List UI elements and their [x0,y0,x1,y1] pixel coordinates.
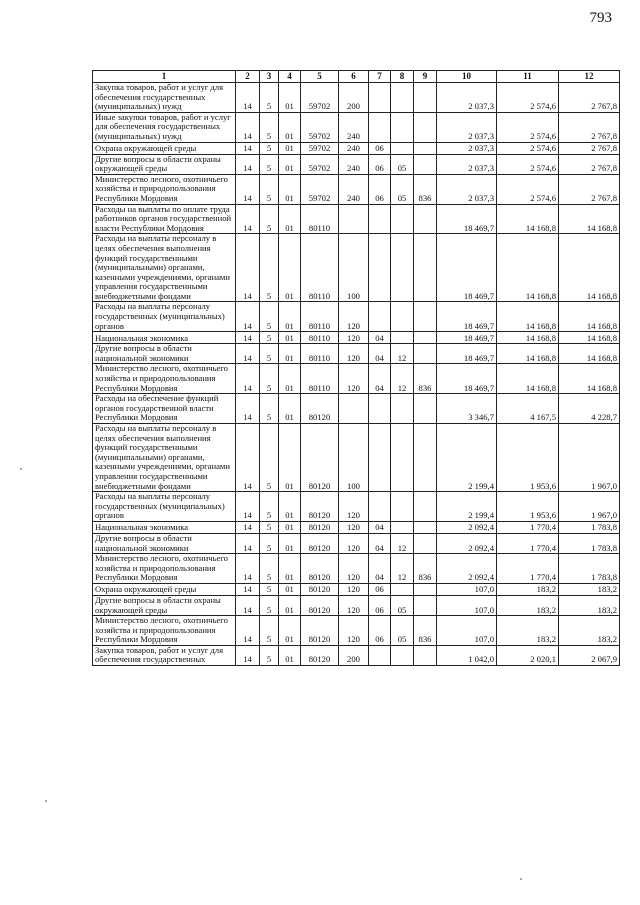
amount-cell: 2 767,8 [559,154,620,174]
code-cell: 01 [279,302,301,332]
code-cell: 80120 [301,521,339,533]
code-cell: 14 [236,83,260,113]
amount-cell: 2 092,4 [437,533,497,553]
row-name-cell: Другие вопросы в области национальной экономики [93,344,236,364]
code-cell: 14 [236,204,260,234]
code-cell: 14 [236,533,260,553]
code-cell: 5 [260,332,279,344]
row-name-cell: Министерство лесного, охотничьего хозяйства и природопользования Республики Мордовия [93,364,236,394]
code-cell: 05 [391,154,414,174]
code-cell [369,112,391,142]
code-cell [414,492,437,522]
amount-cell: 14 168,8 [559,302,620,332]
code-cell: 80120 [301,424,339,492]
code-cell [391,645,414,665]
table-row [93,521,620,533]
amount-cell: 2 574,6 [497,142,559,154]
code-cell: 59702 [301,83,339,113]
amount-cell: 18 469,7 [437,204,497,234]
amount-cell: 107,0 [437,595,497,615]
table-row [93,204,620,234]
code-cell: 01 [279,142,301,154]
code-cell: 14 [236,595,260,615]
code-cell [391,83,414,113]
amount-cell: 2 020,1 [497,645,559,665]
table-row [93,394,620,424]
amount-cell: 1 967,0 [559,492,620,522]
amount-cell: 14 168,8 [559,332,620,344]
header-cell: 2 [236,71,260,83]
amount-cell: 2 574,6 [497,174,559,204]
amount-cell: 2 767,8 [559,142,620,154]
code-cell: 5 [260,492,279,522]
table-row [93,364,620,394]
amount-cell: 14 168,8 [497,364,559,394]
row-name-cell: Другие вопросы в области охраны окружающей среды [93,595,236,615]
code-cell: 80120 [301,394,339,424]
amount-cell: 183,2 [559,616,620,646]
amount-cell: 183,2 [497,616,559,646]
code-cell [391,204,414,234]
row-name-cell: Расходы на выплаты персоналу государственных (муниципальных) органов [93,302,236,332]
code-cell: 80120 [301,554,339,584]
header-cell: 11 [497,71,559,83]
code-cell: 80120 [301,583,339,595]
code-cell: 5 [260,394,279,424]
table-row [93,554,620,584]
code-cell: 100 [339,424,369,492]
code-cell: 5 [260,364,279,394]
amount-cell: 1 783,8 [559,533,620,553]
code-cell: 01 [279,595,301,615]
code-cell: 14 [236,645,260,665]
code-cell: 120 [339,533,369,553]
scan-speck [20,468,22,470]
code-cell: 120 [339,332,369,344]
code-cell: 80110 [301,344,339,364]
table-row [93,234,620,302]
row-name-cell: Закупка товаров, работ и услуг для обеспечения государственных (муниципальных) нужд [93,83,236,113]
amount-cell: 14 168,8 [497,344,559,364]
code-cell [414,332,437,344]
amount-cell: 2 037,3 [437,112,497,142]
amount-cell: 18 469,7 [437,302,497,332]
code-cell: 59702 [301,142,339,154]
code-cell: 120 [339,302,369,332]
code-cell: 120 [339,554,369,584]
code-cell: 14 [236,554,260,584]
code-cell: 01 [279,83,301,113]
row-name-cell: Расходы на обеспечение функций органов государственной власти Республики Мордовия [93,394,236,424]
table-row [93,533,620,553]
code-cell: 04 [369,344,391,364]
header-cell: 7 [369,71,391,83]
code-cell: 120 [339,492,369,522]
table-row [93,645,620,665]
code-cell: 5 [260,533,279,553]
code-cell: 01 [279,112,301,142]
code-cell [369,83,391,113]
code-cell [414,344,437,364]
code-cell [414,142,437,154]
code-cell: 14 [236,583,260,595]
amount-cell: 2 574,6 [497,112,559,142]
code-cell [414,83,437,113]
code-cell: 04 [369,332,391,344]
row-name-cell: Охрана окружающей среды [93,142,236,154]
code-cell [391,583,414,595]
code-cell: 12 [391,364,414,394]
table-row [93,616,620,646]
scan-speck [45,800,47,802]
header-cell: 3 [260,71,279,83]
code-cell: 01 [279,204,301,234]
row-name-cell: Министерство лесного, охотничьего хозяйства и природопользования Республики Мордовия [93,554,236,584]
code-cell: 01 [279,344,301,364]
code-cell: 14 [236,142,260,154]
code-cell [414,583,437,595]
code-cell: 04 [369,521,391,533]
code-cell: 5 [260,234,279,302]
amount-cell: 2 037,3 [437,154,497,174]
code-cell: 01 [279,554,301,584]
code-cell: 5 [260,302,279,332]
code-cell: 5 [260,83,279,113]
code-cell: 14 [236,521,260,533]
amount-cell: 14 168,8 [559,364,620,394]
header-cell: 4 [279,71,301,83]
code-cell: 5 [260,142,279,154]
code-cell: 5 [260,424,279,492]
code-cell: 04 [369,554,391,584]
table-row [93,174,620,204]
code-cell: 14 [236,344,260,364]
amount-cell: 2 767,8 [559,174,620,204]
code-cell: 836 [414,616,437,646]
code-cell [414,154,437,174]
amount-cell: 107,0 [437,616,497,646]
code-cell: 12 [391,344,414,364]
code-cell: 14 [236,154,260,174]
code-cell: 14 [236,174,260,204]
amount-cell: 18 469,7 [437,332,497,344]
code-cell: 5 [260,583,279,595]
code-cell [391,492,414,522]
code-cell [414,595,437,615]
code-cell: 14 [236,112,260,142]
code-cell [369,394,391,424]
code-cell: 5 [260,521,279,533]
amount-cell: 2 767,8 [559,112,620,142]
code-cell [391,234,414,302]
code-cell [369,492,391,522]
amount-cell: 2 037,3 [437,174,497,204]
amount-cell: 18 469,7 [437,234,497,302]
code-cell: 14 [236,234,260,302]
table-row [93,583,620,595]
amount-cell: 1 770,4 [497,533,559,553]
amount-cell: 18 469,7 [437,344,497,364]
code-cell: 59702 [301,174,339,204]
code-cell [369,234,391,302]
code-cell: 59702 [301,112,339,142]
code-cell [391,142,414,154]
code-cell: 59702 [301,154,339,174]
code-cell: 06 [369,142,391,154]
row-name-cell: Другие вопросы в области национальной экономики [93,533,236,553]
code-cell: 5 [260,595,279,615]
code-cell: 120 [339,595,369,615]
scan-speck [520,878,522,880]
code-cell: 01 [279,174,301,204]
code-cell: 240 [339,112,369,142]
code-cell: 80120 [301,645,339,665]
code-cell: 836 [414,174,437,204]
amount-cell: 2 199,4 [437,424,497,492]
code-cell [414,521,437,533]
code-cell [369,645,391,665]
code-cell: 06 [369,595,391,615]
table-header-row [93,71,620,83]
row-name-cell: Закупка товаров, работ и услуг для обеспечения государственных [93,645,236,665]
row-name-cell: Расходы на выплаты персоналу государственных (муниципальных) органов [93,492,236,522]
budget-table [92,70,620,666]
code-cell: 14 [236,616,260,646]
row-name-cell: Иные закупки товаров, работ и услуг для обеспечения государственных (муниципальных) нужд [93,112,236,142]
code-cell: 14 [236,394,260,424]
row-name-cell: Расходы на выплаты персоналу в целях обеспечения выполнения функций государственными (муниципальными) органами, казенными учреждениями, органами управления государственными внебюджетными фондами [93,234,236,302]
amount-cell: 1 770,4 [497,554,559,584]
header-cell: 5 [301,71,339,83]
code-cell: 14 [236,424,260,492]
code-cell [414,533,437,553]
amount-cell: 14 168,8 [559,344,620,364]
code-cell: 05 [391,595,414,615]
amount-cell: 4 167,5 [497,394,559,424]
row-name-cell: Министерство лесного, охотничьего хозяйства и природопользования Республики Мордовия [93,174,236,204]
table-row [93,83,620,113]
code-cell: 01 [279,234,301,302]
table-row [93,332,620,344]
header-cell: 9 [414,71,437,83]
code-cell [414,645,437,665]
code-cell: 5 [260,154,279,174]
table-row [93,112,620,142]
amount-cell: 1 967,0 [559,424,620,492]
code-cell: 240 [339,154,369,174]
code-cell: 5 [260,616,279,646]
code-cell: 01 [279,583,301,595]
code-cell: 14 [236,364,260,394]
code-cell: 80120 [301,492,339,522]
code-cell: 120 [339,583,369,595]
code-cell [339,204,369,234]
amount-cell: 14 168,8 [559,204,620,234]
code-cell: 120 [339,616,369,646]
code-cell [414,112,437,142]
code-cell [369,204,391,234]
code-cell: 836 [414,364,437,394]
amount-cell: 183,2 [497,583,559,595]
code-cell: 06 [369,154,391,174]
code-cell: 80120 [301,616,339,646]
code-cell: 01 [279,492,301,522]
amount-cell: 1 953,6 [497,424,559,492]
code-cell: 01 [279,364,301,394]
code-cell: 5 [260,204,279,234]
amount-cell: 1 770,4 [497,521,559,533]
amount-cell: 14 168,8 [559,234,620,302]
row-name-cell: Другие вопросы в области охраны окружающей среды [93,154,236,174]
code-cell: 04 [369,533,391,553]
amount-cell: 1 783,8 [559,554,620,584]
code-cell: 01 [279,154,301,174]
code-cell [391,394,414,424]
row-name-cell: Расходы на выплаты по оплате труда работников органов государственной власти Республики Мордовия [93,204,236,234]
code-cell: 5 [260,112,279,142]
code-cell [391,112,414,142]
code-cell: 5 [260,344,279,364]
code-cell: 80120 [301,533,339,553]
table-row [93,142,620,154]
code-cell: 80120 [301,595,339,615]
amount-cell: 2 092,4 [437,521,497,533]
code-cell: 01 [279,332,301,344]
amount-cell: 107,0 [437,583,497,595]
amount-cell: 2 574,6 [497,154,559,174]
amount-cell: 14 168,8 [497,302,559,332]
amount-cell: 2 037,3 [437,142,497,154]
row-name-cell: Охрана окружающей среды [93,583,236,595]
table-row [93,344,620,364]
code-cell: 12 [391,533,414,553]
code-cell: 80110 [301,302,339,332]
code-cell: 120 [339,344,369,364]
code-cell: 100 [339,234,369,302]
code-cell: 14 [236,302,260,332]
amount-cell: 183,2 [559,595,620,615]
amount-cell: 14 168,8 [497,234,559,302]
code-cell [369,302,391,332]
header-cell: 1 [93,71,236,83]
code-cell: 80110 [301,332,339,344]
amount-cell: 2 067,9 [559,645,620,665]
code-cell: 06 [369,174,391,204]
code-cell: 06 [369,616,391,646]
code-cell: 80110 [301,234,339,302]
table-row [93,154,620,174]
code-cell: 12 [391,554,414,584]
row-name-cell: Министерство лесного, охотничьего хозяйства и природопользования Республики Мордовия [93,616,236,646]
row-name-cell: Национальная экономика [93,521,236,533]
row-name-cell: Расходы на выплаты персоналу в целях обеспечения выполнения функций государственными (муниципальными) органами, казенными учреждениями, органами управления государственными внебюджетными фондами [93,424,236,492]
code-cell: 01 [279,645,301,665]
amount-cell: 2 574,6 [497,83,559,113]
amount-cell: 1 042,0 [437,645,497,665]
code-cell [414,204,437,234]
amount-cell: 2 037,3 [437,83,497,113]
code-cell: 5 [260,174,279,204]
code-cell: 05 [391,616,414,646]
header-cell: 10 [437,71,497,83]
code-cell: 120 [339,364,369,394]
code-cell [414,424,437,492]
code-cell: 836 [414,554,437,584]
amount-cell: 14 168,8 [497,332,559,344]
code-cell: 80110 [301,204,339,234]
code-cell: 14 [236,492,260,522]
table-body [93,83,620,666]
code-cell: 01 [279,533,301,553]
amount-cell: 2 199,4 [437,492,497,522]
amount-cell: 3 346,7 [437,394,497,424]
code-cell: 5 [260,645,279,665]
amount-cell: 183,2 [559,583,620,595]
page-number: 793 [589,10,612,26]
table-row [93,302,620,332]
amount-cell: 1 783,8 [559,521,620,533]
amount-cell: 1 953,6 [497,492,559,522]
header-cell: 12 [559,71,620,83]
code-cell: 01 [279,424,301,492]
code-cell: 14 [236,332,260,344]
amount-cell: 4 228,7 [559,394,620,424]
code-cell [414,234,437,302]
code-cell: 05 [391,174,414,204]
code-cell [391,302,414,332]
code-cell: 240 [339,174,369,204]
amount-cell: 14 168,8 [497,204,559,234]
code-cell: 200 [339,83,369,113]
amount-cell: 2 767,8 [559,83,620,113]
code-cell: 01 [279,616,301,646]
amount-cell: 183,2 [497,595,559,615]
code-cell: 01 [279,521,301,533]
code-cell [414,302,437,332]
code-cell: 80110 [301,364,339,394]
table-row [93,595,620,615]
table-row [93,424,620,492]
code-cell [391,521,414,533]
table-row [93,492,620,522]
amount-cell: 2 092,4 [437,554,497,584]
code-cell: 120 [339,521,369,533]
code-cell [339,394,369,424]
code-cell: 06 [369,583,391,595]
code-cell: 240 [339,142,369,154]
header-cell: 8 [391,71,414,83]
code-cell [391,424,414,492]
code-cell [414,394,437,424]
code-cell: 5 [260,554,279,584]
code-cell: 200 [339,645,369,665]
amount-cell: 18 469,7 [437,364,497,394]
header-cell: 6 [339,71,369,83]
code-cell: 01 [279,394,301,424]
code-cell: 04 [369,364,391,394]
code-cell [391,332,414,344]
row-name-cell: Национальная экономика [93,332,236,344]
code-cell [369,424,391,492]
